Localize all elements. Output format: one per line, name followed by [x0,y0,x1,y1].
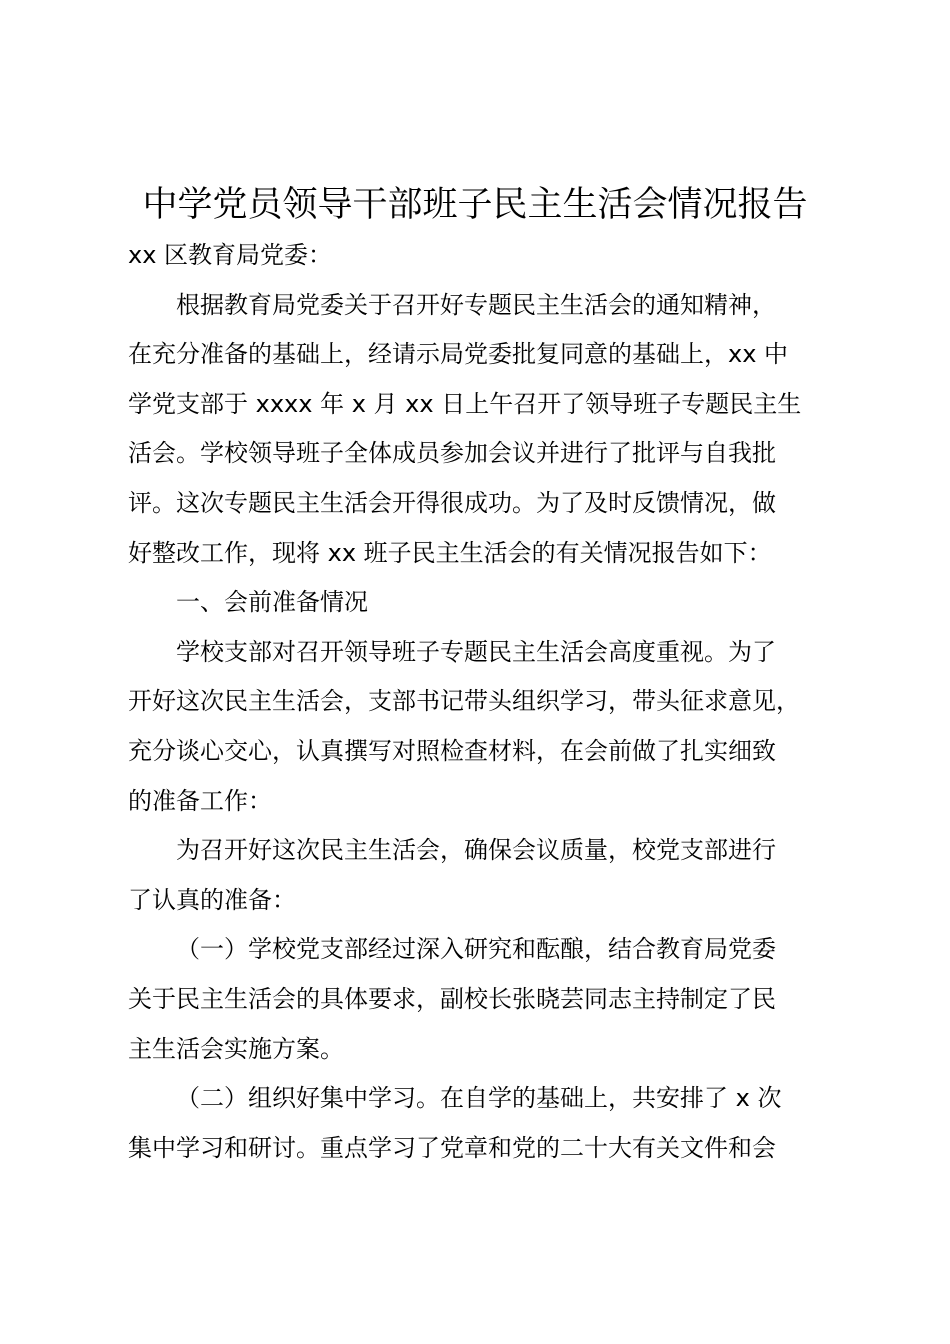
paragraph-line: 学校支部对召开领导班子专题民主生活会高度重视。为了 [176,637,776,666]
paragraph-line: 在充分准备的基础上，经请示局党委批复同意的基础上，xx 中 [128,340,789,369]
paragraph-line: 评。这次专题民主生活会开得很成功。为了及时反馈情况，做 [128,488,776,517]
paragraph-line: 集中学习和研讨。重点学习了党章和党的二十大有关文件和会 [128,1133,776,1162]
paragraph-line: 了认真的准备： [128,885,296,914]
paragraph-line: 开好这次民主生活会，支部书记带头组织学习，带头征求意见， [128,687,800,716]
paragraph-line: xx 区教育局党委： [128,241,333,269]
paragraph-line: 学党支部于 xxxx 年 x 月 xx 日上午召开了领导班子专题民主生 [128,389,802,418]
paragraph-line: 关于民主生活会的具体要求，副校长张晓芸同志主持制定了民 [128,984,776,1013]
paragraph-line: 的准备工作： [128,786,272,815]
paragraph-line: （二）组织好集中学习。在自学的基础上，共安排了 x 次 [176,1084,782,1113]
paragraph-line: 一、会前准备情况 [176,588,368,617]
paragraph-line: 活会。学校领导班子全体成员参加会议并进行了批评与自我批 [128,439,776,468]
paragraph-line: 充分谈心交心，认真撰写对照检查材料，在会前做了扎实细致 [128,736,776,765]
paragraph-line: 根据教育局党委关于召开好专题民主生活会的通知精神， [176,290,776,319]
paragraph-line: 主生活会实施方案。 [128,1034,344,1063]
paragraph-line: 好整改工作，现将 xx 班子民主生活会的有关情况报告如下： [128,538,772,567]
document-title: 中学党员领导干部班子民主生活会情况报告 [142,185,808,225]
paragraph-line: 为召开好这次民主生活会，确保会议质量，校党支部进行 [176,836,776,865]
document-body [128,231,858,1173]
paragraph-line: （一）学校党支部经过深入研究和酝酿，结合教育局党委 [176,935,776,964]
